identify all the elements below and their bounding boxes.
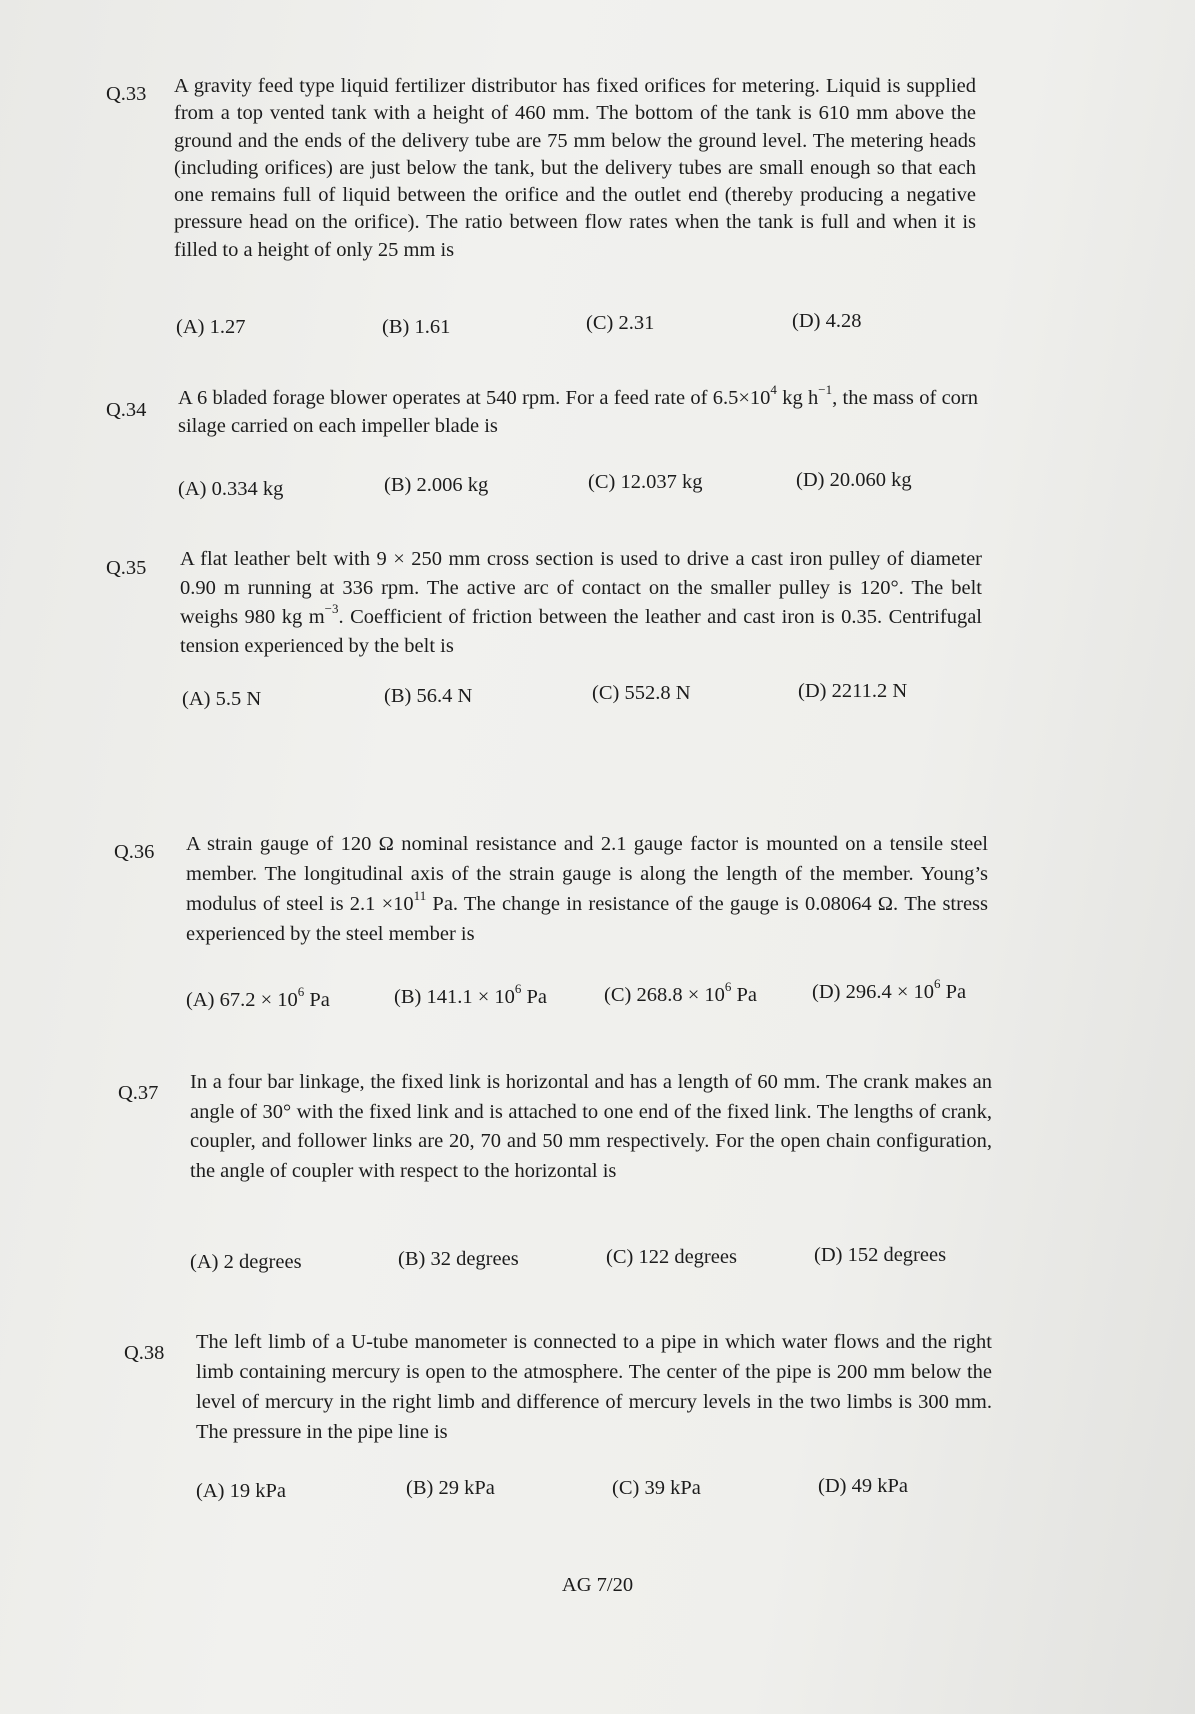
option-a[interactable]: (A) 0.334 kg <box>178 478 284 500</box>
question-text: A gravity feed type liquid fertilizer distributor has fixed orifices for metering. Liquid is supplied from a top vented tank with a height of 460 mm. The bottom of the tank is 610 mm above the ground and the ends of the delivery tube are 75 mm below the ground level. The metering heads (including orifices) are just below the tank, but the delivery tubes are small enough so that each one remains full of liquid between the orifice and the outlet end (thereby producing a negative pressure head on the orifice). The ratio between flow rates when the tank is full and when it is filled to a height of only 25 mm is <box>174 75 976 261</box>
page-footer: AG 7/20 <box>561 1574 634 1596</box>
question-number: Q.34 <box>106 399 147 421</box>
option-a[interactable]: (A) 2 degrees <box>190 1251 302 1273</box>
option-c[interactable]: (C) 12.037 kg <box>588 471 703 493</box>
question-number: Q.35 <box>106 557 147 579</box>
option-d[interactable]: (D) 4.28 <box>792 310 862 332</box>
option-c[interactable]: (C) 39 kPa <box>612 1477 701 1499</box>
option-b[interactable]: (B) $141.1 \times 10^6$ Pa <box>394 981 548 1008</box>
question-number: Q.36 <box>114 841 155 863</box>
option-d[interactable]: (D) 152 degrees <box>814 1244 947 1266</box>
question-number: Q.37 <box>118 1082 159 1104</box>
question-text: A strain gauge of 120 Ω nominal resistance and 2.1 gauge factor is mounted on a tensile steel member. The longitudinal axis of the strain gauge is along the length of the member. Young’s modulus of steel is $2.1 \times 10^{11}$ Pa. The change in resistance of the gauge is 0.08064 Ω. The stress experienced by the steel member is <box>186 833 989 945</box>
option-b[interactable]: (B) 32 degrees <box>398 1248 519 1270</box>
question-number: Q.33 <box>106 83 147 105</box>
option-d[interactable]: (D) 20.060 kg <box>796 469 912 491</box>
option-b[interactable]: (B) 1.61 <box>382 316 451 338</box>
option-a[interactable]: (A) 5.5 N <box>182 688 262 710</box>
question-number: Q.38 <box>124 1342 165 1364</box>
option-a[interactable]: (A) 19 kPa <box>196 1480 286 1502</box>
question-text: The left limb of a U-tube manometer is connected to a pipe in which water flows and the right limb containing mercury is open to the atmosphere. The center of the pipe is 200 mm below the level of mercury in the right limb and difference of mercury levels in the two limbs is 300 mm. The pressure in the pipe line is <box>196 1331 992 1443</box>
option-a[interactable]: (A) 1.27 <box>176 316 246 338</box>
question-text: A flat leather belt with 9 × 250 mm cross section is used to drive a cast iron pulley of diameter 0.90 m running at 336 rpm. The active arc of contact on the smaller pulley is 120°. The belt weighs 980 kg $m^{-3}$. Coefficient of friction between the leather and cast iron is 0.35. Centrifugal tension experienced by the belt is <box>180 548 982 657</box>
question-text: A 6 bladed forage blower operates at 540 rpm. For a feed rate of $6.5\times 10^4$ kg $h^{-1}$, the mass of corn silage carried on each impeller blade is <box>178 382 979 437</box>
option-d[interactable]: (D) $296.4 \times 10^6$ Pa <box>812 976 967 1003</box>
question-text: In a four bar linkage, the fixed link is horizontal and has a length of 60 mm. The crank makes an angle of 30° with the fixed link and is attached to one end of the fixed link. The lengths of crank, coupler, and follower links are 20, 70 and 50 mm respectively. For the open chain configuration, the angle of coupler with respect to the horizontal is <box>190 1071 992 1182</box>
option-b[interactable]: (B) 2.006 kg <box>384 474 489 496</box>
option-d[interactable]: (D) 2211.2 N <box>798 680 908 702</box>
option-c[interactable]: (C) 2.31 <box>586 312 655 334</box>
option-c[interactable]: (C) $268.8 \times 10^6$ Pa <box>604 979 758 1006</box>
option-d[interactable]: (D) 49 kPa <box>818 1475 908 1497</box>
option-b[interactable]: (B) 29 kPa <box>406 1477 495 1499</box>
option-c[interactable]: (C) 122 degrees <box>606 1246 737 1268</box>
option-b[interactable]: (B) 56.4 N <box>384 685 473 707</box>
option-c[interactable]: (C) 552.8 N <box>592 682 691 704</box>
option-a[interactable]: (A) $67.2 \times 10^6$ Pa <box>186 984 330 1011</box>
